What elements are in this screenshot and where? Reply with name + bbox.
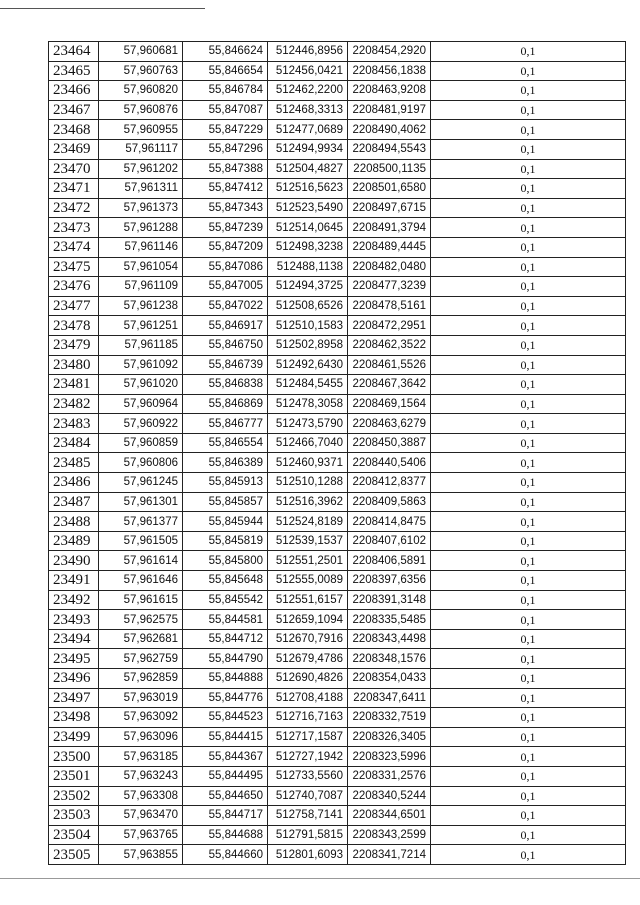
table-row <box>49 355 626 375</box>
cell-coord-x: 512679,4786 <box>268 649 348 669</box>
cell-coord-y: 2208343,2599 <box>348 825 431 845</box>
cell-coord-y: 2208463,9208 <box>348 81 431 101</box>
cell-longitude: 55,847209 <box>183 237 268 257</box>
cell-accuracy: 0,1 <box>431 747 626 767</box>
cell-point-number: 23474 <box>49 237 99 257</box>
table-row <box>49 81 626 101</box>
cell-coord-y: 2208407,6102 <box>348 531 431 551</box>
cell-longitude: 55,846654 <box>183 61 268 81</box>
cell-coord-y: 2208467,3642 <box>348 375 431 395</box>
cell-point-number: 23500 <box>49 747 99 767</box>
cell-latitude: 57,961117 <box>99 139 183 159</box>
cell-coord-y: 2208348,1576 <box>348 649 431 669</box>
cell-latitude: 57,963096 <box>99 727 183 747</box>
cell-accuracy: 0,1 <box>431 590 626 610</box>
cell-coord-x: 512504,4827 <box>268 159 348 179</box>
cell-coord-x: 512446,8956 <box>268 42 348 62</box>
cell-latitude: 57,962759 <box>99 649 183 669</box>
cell-coord-y: 2208490,4062 <box>348 120 431 140</box>
cell-accuracy: 0,1 <box>431 257 626 277</box>
cell-accuracy: 0,1 <box>431 218 626 238</box>
cell-point-number: 23502 <box>49 786 99 806</box>
cell-longitude: 55,845648 <box>183 571 268 591</box>
cell-point-number: 23492 <box>49 590 99 610</box>
cell-coord-x: 512791,5815 <box>268 825 348 845</box>
cell-longitude: 55,844660 <box>183 845 268 865</box>
cell-point-number: 23493 <box>49 610 99 630</box>
table-row <box>49 316 626 336</box>
cell-coord-x: 512516,3962 <box>268 492 348 512</box>
cell-accuracy: 0,1 <box>431 120 626 140</box>
cell-accuracy: 0,1 <box>431 277 626 297</box>
cell-point-number: 23488 <box>49 512 99 532</box>
cell-coord-y: 2208481,9197 <box>348 100 431 120</box>
table-row <box>49 296 626 316</box>
cell-latitude: 57,962859 <box>99 669 183 689</box>
cell-accuracy: 0,1 <box>431 335 626 355</box>
cell-point-number: 23486 <box>49 473 99 493</box>
cell-longitude: 55,847412 <box>183 179 268 199</box>
cell-coord-y: 2208341,7214 <box>348 845 431 865</box>
table-row <box>49 610 626 630</box>
cell-longitude: 55,847087 <box>183 100 268 120</box>
cell-coord-x: 512551,6157 <box>268 590 348 610</box>
cell-accuracy: 0,1 <box>431 355 626 375</box>
cell-longitude: 55,844712 <box>183 629 268 649</box>
cell-coord-y: 2208344,6501 <box>348 806 431 826</box>
cell-longitude: 55,844790 <box>183 649 268 669</box>
cell-latitude: 57,963308 <box>99 786 183 806</box>
cell-latitude: 57,963185 <box>99 747 183 767</box>
table-row <box>49 806 626 826</box>
cell-coord-x: 512508,6526 <box>268 296 348 316</box>
cell-latitude: 57,961301 <box>99 492 183 512</box>
cell-coord-y: 2208335,5485 <box>348 610 431 630</box>
cell-latitude: 57,961615 <box>99 590 183 610</box>
cell-point-number: 23487 <box>49 492 99 512</box>
cell-latitude: 57,962575 <box>99 610 183 630</box>
cell-longitude: 55,844495 <box>183 766 268 786</box>
cell-coord-y: 2208482,0480 <box>348 257 431 277</box>
cell-latitude: 57,963765 <box>99 825 183 845</box>
cell-coord-x: 512498,3238 <box>268 237 348 257</box>
cell-latitude: 57,963019 <box>99 688 183 708</box>
cell-accuracy: 0,1 <box>431 845 626 865</box>
cell-point-number: 23496 <box>49 669 99 689</box>
cell-point-number: 23491 <box>49 571 99 591</box>
cell-coord-y: 2208326,3405 <box>348 727 431 747</box>
cell-coord-x: 512478,3058 <box>268 394 348 414</box>
table-row <box>49 198 626 218</box>
cell-accuracy: 0,1 <box>431 649 626 669</box>
cell-coord-x: 512524,8189 <box>268 512 348 532</box>
table-row <box>49 571 626 591</box>
table-row <box>49 786 626 806</box>
cell-accuracy: 0,1 <box>431 766 626 786</box>
cell-longitude: 55,844888 <box>183 669 268 689</box>
table-row <box>49 669 626 689</box>
cell-latitude: 57,961238 <box>99 296 183 316</box>
table-row <box>49 42 626 62</box>
cell-longitude: 55,847086 <box>183 257 268 277</box>
table-row <box>49 433 626 453</box>
table-row <box>49 747 626 767</box>
cell-point-number: 23466 <box>49 81 99 101</box>
cell-latitude: 57,961646 <box>99 571 183 591</box>
table-row <box>49 159 626 179</box>
cell-accuracy: 0,1 <box>431 610 626 630</box>
cell-coord-y: 2208477,3239 <box>348 277 431 297</box>
cell-latitude: 57,960955 <box>99 120 183 140</box>
cell-latitude: 57,960876 <box>99 100 183 120</box>
cell-coord-x: 512516,5623 <box>268 179 348 199</box>
cell-longitude: 55,844650 <box>183 786 268 806</box>
table-row <box>49 531 626 551</box>
cell-latitude: 57,961185 <box>99 335 183 355</box>
cell-point-number: 23482 <box>49 394 99 414</box>
table-row <box>49 100 626 120</box>
cell-coord-y: 2208454,2920 <box>348 42 431 62</box>
cell-accuracy: 0,1 <box>431 786 626 806</box>
cell-coord-y: 2208391,3148 <box>348 590 431 610</box>
cell-coord-y: 2208347,6411 <box>348 688 431 708</box>
table-row <box>49 375 626 395</box>
cell-coord-x: 512456,0421 <box>268 61 348 81</box>
cell-latitude: 57,961092 <box>99 355 183 375</box>
cell-coord-y: 2208500,1135 <box>348 159 431 179</box>
cell-longitude: 55,846917 <box>183 316 268 336</box>
cell-accuracy: 0,1 <box>431 296 626 316</box>
coordinates-table-body <box>49 42 626 865</box>
table-row <box>49 120 626 140</box>
table-row <box>49 825 626 845</box>
cell-point-number: 23504 <box>49 825 99 845</box>
cell-coord-y: 2208397,6356 <box>348 571 431 591</box>
cell-coord-x: 512733,5560 <box>268 766 348 786</box>
cell-latitude: 57,960964 <box>99 394 183 414</box>
cell-accuracy: 0,1 <box>431 453 626 473</box>
cell-coord-y: 2208412,8377 <box>348 473 431 493</box>
cell-coord-y: 2208340,5244 <box>348 786 431 806</box>
cell-latitude: 57,960681 <box>99 42 183 62</box>
cell-accuracy: 0,1 <box>431 629 626 649</box>
cell-latitude: 57,960922 <box>99 414 183 434</box>
cell-accuracy: 0,1 <box>431 100 626 120</box>
cell-accuracy: 0,1 <box>431 571 626 591</box>
cell-longitude: 55,846869 <box>183 394 268 414</box>
cell-coord-x: 512468,3313 <box>268 100 348 120</box>
cell-point-number: 23468 <box>49 120 99 140</box>
cell-accuracy: 0,1 <box>431 61 626 81</box>
cell-accuracy: 0,1 <box>431 473 626 493</box>
cell-longitude: 55,845542 <box>183 590 268 610</box>
cell-coord-y: 2208472,2951 <box>348 316 431 336</box>
cell-coord-x: 512460,9371 <box>268 453 348 473</box>
cell-latitude: 57,961146 <box>99 237 183 257</box>
cell-latitude: 57,960806 <box>99 453 183 473</box>
cell-latitude: 57,961054 <box>99 257 183 277</box>
cell-coord-y: 2208469,1564 <box>348 394 431 414</box>
top-rule-line <box>0 8 205 9</box>
cell-coord-y: 2208331,2576 <box>348 766 431 786</box>
cell-accuracy: 0,1 <box>431 394 626 414</box>
cell-latitude: 57,961377 <box>99 512 183 532</box>
cell-latitude: 57,963092 <box>99 708 183 728</box>
cell-coord-y: 2208354,0433 <box>348 669 431 689</box>
cell-point-number: 23489 <box>49 531 99 551</box>
cell-point-number: 23495 <box>49 649 99 669</box>
cell-longitude: 55,844523 <box>183 708 268 728</box>
cell-point-number: 23485 <box>49 453 99 473</box>
cell-coord-x: 512801,6093 <box>268 845 348 865</box>
cell-latitude: 57,963855 <box>99 845 183 865</box>
cell-longitude: 55,846838 <box>183 375 268 395</box>
cell-longitude: 55,847005 <box>183 277 268 297</box>
cell-point-number: 23497 <box>49 688 99 708</box>
table-row <box>49 394 626 414</box>
table-row <box>49 590 626 610</box>
table-row <box>49 649 626 669</box>
table-row <box>49 179 626 199</box>
cell-accuracy: 0,1 <box>431 237 626 257</box>
table-row <box>49 473 626 493</box>
cell-longitude: 55,847388 <box>183 159 268 179</box>
cell-coord-x: 512727,1942 <box>268 747 348 767</box>
cell-point-number: 23499 <box>49 727 99 747</box>
cell-coord-x: 512494,3725 <box>268 277 348 297</box>
cell-longitude: 55,845857 <box>183 492 268 512</box>
table-row <box>49 688 626 708</box>
cell-point-number: 23464 <box>49 42 99 62</box>
cell-coord-x: 512551,2501 <box>268 551 348 571</box>
table-row <box>49 453 626 473</box>
cell-coord-y: 2208414,8475 <box>348 512 431 532</box>
cell-longitude: 55,847343 <box>183 198 268 218</box>
cell-longitude: 55,847239 <box>183 218 268 238</box>
cell-coord-y: 2208497,6715 <box>348 198 431 218</box>
cell-latitude: 57,963243 <box>99 766 183 786</box>
cell-accuracy: 0,1 <box>431 708 626 728</box>
cell-point-number: 23478 <box>49 316 99 336</box>
cell-point-number: 23490 <box>49 551 99 571</box>
cell-latitude: 57,961288 <box>99 218 183 238</box>
cell-longitude: 55,846784 <box>183 81 268 101</box>
table-row <box>49 335 626 355</box>
cell-longitude: 55,844688 <box>183 825 268 845</box>
cell-accuracy: 0,1 <box>431 825 626 845</box>
table-row <box>49 727 626 747</box>
cell-longitude: 55,846739 <box>183 355 268 375</box>
cell-point-number: 23472 <box>49 198 99 218</box>
cell-point-number: 23467 <box>49 100 99 120</box>
cell-point-number: 23501 <box>49 766 99 786</box>
cell-coord-y: 2208323,5996 <box>348 747 431 767</box>
cell-point-number: 23471 <box>49 179 99 199</box>
cell-latitude: 57,961614 <box>99 551 183 571</box>
cell-accuracy: 0,1 <box>431 531 626 551</box>
cell-longitude: 55,845913 <box>183 473 268 493</box>
cell-accuracy: 0,1 <box>431 81 626 101</box>
cell-accuracy: 0,1 <box>431 139 626 159</box>
cell-coord-x: 512510,1288 <box>268 473 348 493</box>
cell-coord-x: 512717,1587 <box>268 727 348 747</box>
cell-point-number: 23484 <box>49 433 99 453</box>
cell-latitude: 57,961505 <box>99 531 183 551</box>
table-row <box>49 139 626 159</box>
cell-coord-x: 512484,5455 <box>268 375 348 395</box>
cell-latitude: 57,961311 <box>99 179 183 199</box>
bottom-rule-line <box>0 878 640 879</box>
cell-coord-y: 2208456,1838 <box>348 61 431 81</box>
cell-longitude: 55,845944 <box>183 512 268 532</box>
table-row <box>49 512 626 532</box>
cell-coord-y: 2208491,3794 <box>348 218 431 238</box>
cell-latitude: 57,960820 <box>99 81 183 101</box>
cell-point-number: 23476 <box>49 277 99 297</box>
cell-point-number: 23469 <box>49 139 99 159</box>
cell-latitude: 57,963470 <box>99 806 183 826</box>
cell-point-number: 23481 <box>49 375 99 395</box>
table-row <box>49 845 626 865</box>
cell-accuracy: 0,1 <box>431 159 626 179</box>
cell-coord-x: 512502,8958 <box>268 335 348 355</box>
table-row <box>49 708 626 728</box>
cell-accuracy: 0,1 <box>431 375 626 395</box>
cell-longitude: 55,844367 <box>183 747 268 767</box>
cell-point-number: 23483 <box>49 414 99 434</box>
table-row <box>49 61 626 81</box>
cell-coord-y: 2208463,6279 <box>348 414 431 434</box>
cell-coord-y: 2208478,5161 <box>348 296 431 316</box>
cell-latitude: 57,960859 <box>99 433 183 453</box>
cell-accuracy: 0,1 <box>431 512 626 532</box>
table-row <box>49 551 626 571</box>
coordinates-table <box>48 41 626 865</box>
cell-point-number: 23465 <box>49 61 99 81</box>
cell-coord-x: 512510,1583 <box>268 316 348 336</box>
cell-coord-y: 2208440,5406 <box>348 453 431 473</box>
cell-coord-x: 512523,5490 <box>268 198 348 218</box>
cell-latitude: 57,961202 <box>99 159 183 179</box>
cell-accuracy: 0,1 <box>431 806 626 826</box>
cell-accuracy: 0,1 <box>431 179 626 199</box>
cell-point-number: 23505 <box>49 845 99 865</box>
cell-longitude: 55,845819 <box>183 531 268 551</box>
cell-coord-x: 512708,4188 <box>268 688 348 708</box>
cell-longitude: 55,844776 <box>183 688 268 708</box>
cell-coord-x: 512716,7163 <box>268 708 348 728</box>
cell-accuracy: 0,1 <box>431 688 626 708</box>
cell-longitude: 55,846624 <box>183 42 268 62</box>
table-row <box>49 277 626 297</box>
cell-longitude: 55,844717 <box>183 806 268 826</box>
cell-coord-y: 2208494,5543 <box>348 139 431 159</box>
cell-point-number: 23475 <box>49 257 99 277</box>
cell-coord-x: 512466,7040 <box>268 433 348 453</box>
cell-accuracy: 0,1 <box>431 42 626 62</box>
cell-coord-x: 512514,0645 <box>268 218 348 238</box>
cell-accuracy: 0,1 <box>431 414 626 434</box>
table-row <box>49 766 626 786</box>
cell-accuracy: 0,1 <box>431 316 626 336</box>
cell-longitude: 55,846389 <box>183 453 268 473</box>
cell-coord-x: 512740,7087 <box>268 786 348 806</box>
cell-accuracy: 0,1 <box>431 492 626 512</box>
cell-accuracy: 0,1 <box>431 669 626 689</box>
cell-longitude: 55,844415 <box>183 727 268 747</box>
cell-coord-x: 512462,2200 <box>268 81 348 101</box>
cell-coord-x: 512494,9934 <box>268 139 348 159</box>
cell-point-number: 23479 <box>49 335 99 355</box>
cell-latitude: 57,961109 <box>99 277 183 297</box>
cell-longitude: 55,846777 <box>183 414 268 434</box>
table-row <box>49 257 626 277</box>
cell-coord-y: 2208406,5891 <box>348 551 431 571</box>
cell-longitude: 55,847296 <box>183 139 268 159</box>
cell-coord-y: 2208343,4498 <box>348 629 431 649</box>
cell-longitude: 55,846554 <box>183 433 268 453</box>
cell-coord-x: 512492,6430 <box>268 355 348 375</box>
cell-coord-y: 2208462,3522 <box>348 335 431 355</box>
cell-longitude: 55,846750 <box>183 335 268 355</box>
cell-accuracy: 0,1 <box>431 727 626 747</box>
cell-accuracy: 0,1 <box>431 433 626 453</box>
cell-latitude: 57,961251 <box>99 316 183 336</box>
cell-longitude: 55,847229 <box>183 120 268 140</box>
cell-coord-y: 2208461,5526 <box>348 355 431 375</box>
cell-point-number: 23473 <box>49 218 99 238</box>
table-row <box>49 414 626 434</box>
cell-point-number: 23494 <box>49 629 99 649</box>
cell-accuracy: 0,1 <box>431 198 626 218</box>
cell-point-number: 23498 <box>49 708 99 728</box>
cell-coord-x: 512555,0089 <box>268 571 348 591</box>
cell-point-number: 23480 <box>49 355 99 375</box>
cell-coord-y: 2208409,5863 <box>348 492 431 512</box>
cell-latitude: 57,960763 <box>99 61 183 81</box>
cell-latitude: 57,961373 <box>99 198 183 218</box>
table-row <box>49 218 626 238</box>
cell-coord-x: 512488,1138 <box>268 257 348 277</box>
cell-latitude: 57,961020 <box>99 375 183 395</box>
cell-coord-x: 512670,7916 <box>268 629 348 649</box>
cell-latitude: 57,961245 <box>99 473 183 493</box>
cell-coord-x: 512539,1537 <box>268 531 348 551</box>
cell-coord-x: 512690,4826 <box>268 669 348 689</box>
cell-point-number: 23503 <box>49 806 99 826</box>
cell-coord-y: 2208489,4445 <box>348 237 431 257</box>
cell-coord-x: 512758,7141 <box>268 806 348 826</box>
cell-coord-y: 2208450,3887 <box>348 433 431 453</box>
cell-longitude: 55,844581 <box>183 610 268 630</box>
cell-accuracy: 0,1 <box>431 551 626 571</box>
cell-longitude: 55,845800 <box>183 551 268 571</box>
cell-coord-y: 2208332,7519 <box>348 708 431 728</box>
table-row <box>49 492 626 512</box>
table-row <box>49 629 626 649</box>
cell-coord-x: 512477,0689 <box>268 120 348 140</box>
cell-longitude: 55,847022 <box>183 296 268 316</box>
table-row <box>49 237 626 257</box>
cell-point-number: 23470 <box>49 159 99 179</box>
cell-coord-y: 2208501,6580 <box>348 179 431 199</box>
cell-point-number: 23477 <box>49 296 99 316</box>
cell-coord-x: 512473,5790 <box>268 414 348 434</box>
cell-coord-x: 512659,1094 <box>268 610 348 630</box>
cell-latitude: 57,962681 <box>99 629 183 649</box>
